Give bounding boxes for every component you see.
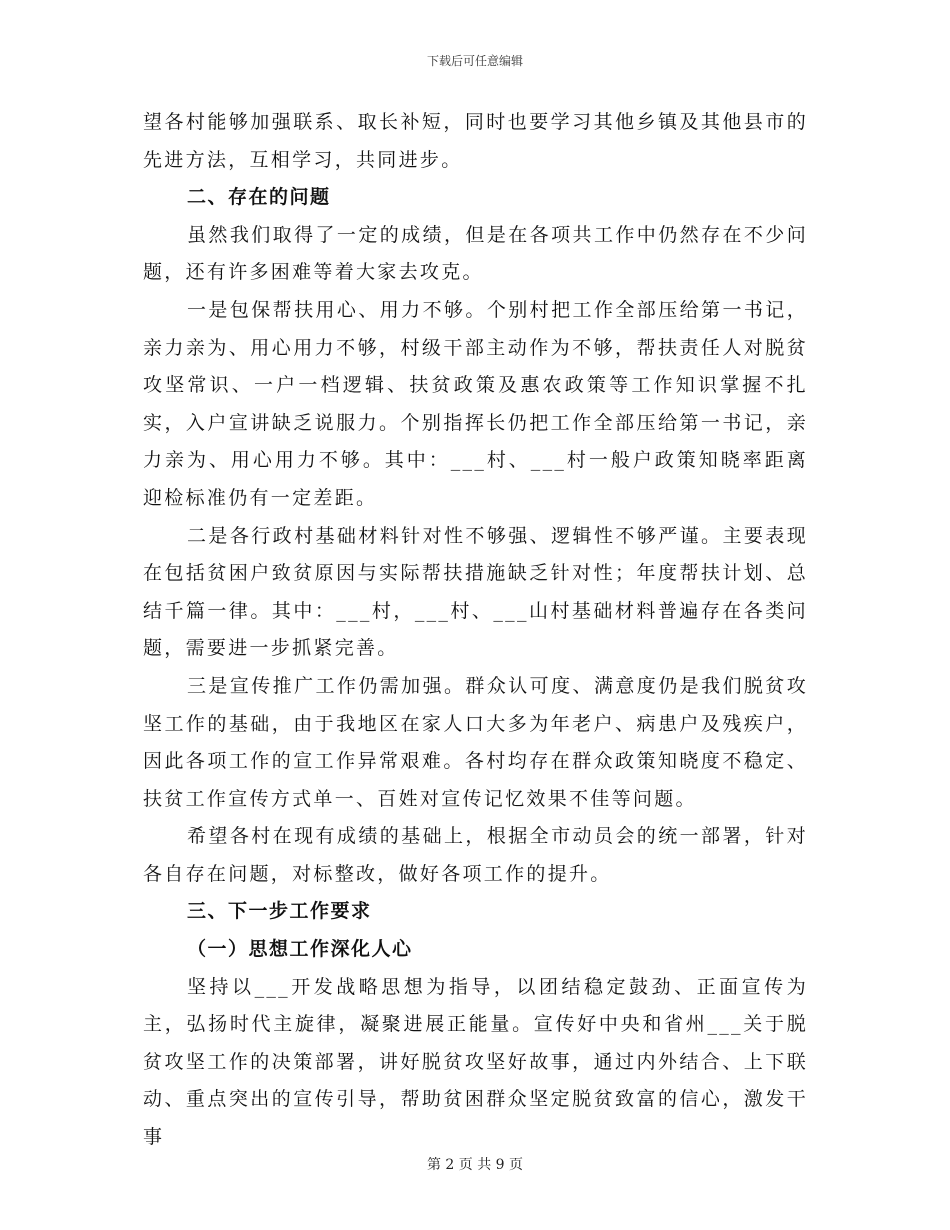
section-heading-problems: 二、存在的问题 xyxy=(187,186,331,209)
paragraph-intro-problems: 虽然我们取得了一定的成绩，但是在各项共工作中仍然存在不少问题，还有许多困难等着大家去攻克。 xyxy=(143,223,808,284)
paragraph-expectation: 希望各村在现有成绩的基础上，根据全市动员会的统一部署，针对各自存在问题，对标整改，做好各项工作的提升。 xyxy=(143,825,808,885)
paragraph-problem-two: 二是各行政村基础材料针对性不够强、逻辑性不够严谨。主要表现在包括贫困户致贫原因与实际帮扶措施缺乏针对性；年度帮扶计划、总结千篇一律。其中：___村，___村、___山村基础材料普遍存在各类问题，需要进一步抓紧完善。 xyxy=(143,524,808,660)
paragraph-problem-three: 三是宣传推广工作仍需加强。群众认可度、满意度仍是我们脱贫攻坚工作的基础，由于我地区在家人口大多为年老户、病患户及残疾户，因此各项工作的宣工作异常艰难。各村均存在群众政策知晓度不稳定、扶贫工作宣传方式单一、百姓对宣传记忆效果不佳等问题。 xyxy=(143,674,808,810)
page-number: 第 2 页 共 9 页 xyxy=(426,1157,524,1173)
subsection-heading-ideology: （一）思想工作深化人心 xyxy=(187,938,413,961)
document-body xyxy=(143,104,808,1157)
paragraph-problem-one: 一是包保帮扶用心、用力不够。个别村把工作全部压给第一书记，亲力亲为、用心用力不够，村级干部主动作为不够，帮扶责任人对脱贫攻坚常识、一户一档逻辑、扶贫政策及惠农政策等工作知识掌握不扎实，入户宣讲缺乏说服力。个别指挥长仍把工作全部压给第一书记，亲力亲为、用心用力不够。其中：___村、___村一般户政策知晓率距离迎检标准仍有一定差距。 xyxy=(143,298,808,509)
section-heading-next-steps: 三、下一步工作要求 xyxy=(187,900,372,923)
paragraph-continuation: 望各村能够加强联系、取长补短，同时也要学习其他乡镇及其他县市的先进方法，互相学习，共同进步。 xyxy=(143,111,808,171)
paragraph-ideology: 坚持以___开发战略思想为指导，以团结稳定鼓劲、正面宣传为主，弘扬时代主旋律，凝聚进展正能量。宣传好中央和省州___关于脱贫攻坚工作的决策部署，讲好脱贫攻坚好故事，通过内外结合、上下联动、重点突出的宣传引导，帮助贫困群众坚定脱贫致富的信心，激发干事 xyxy=(143,975,808,1149)
page-header: 下载后可任意编辑 xyxy=(426,54,523,68)
